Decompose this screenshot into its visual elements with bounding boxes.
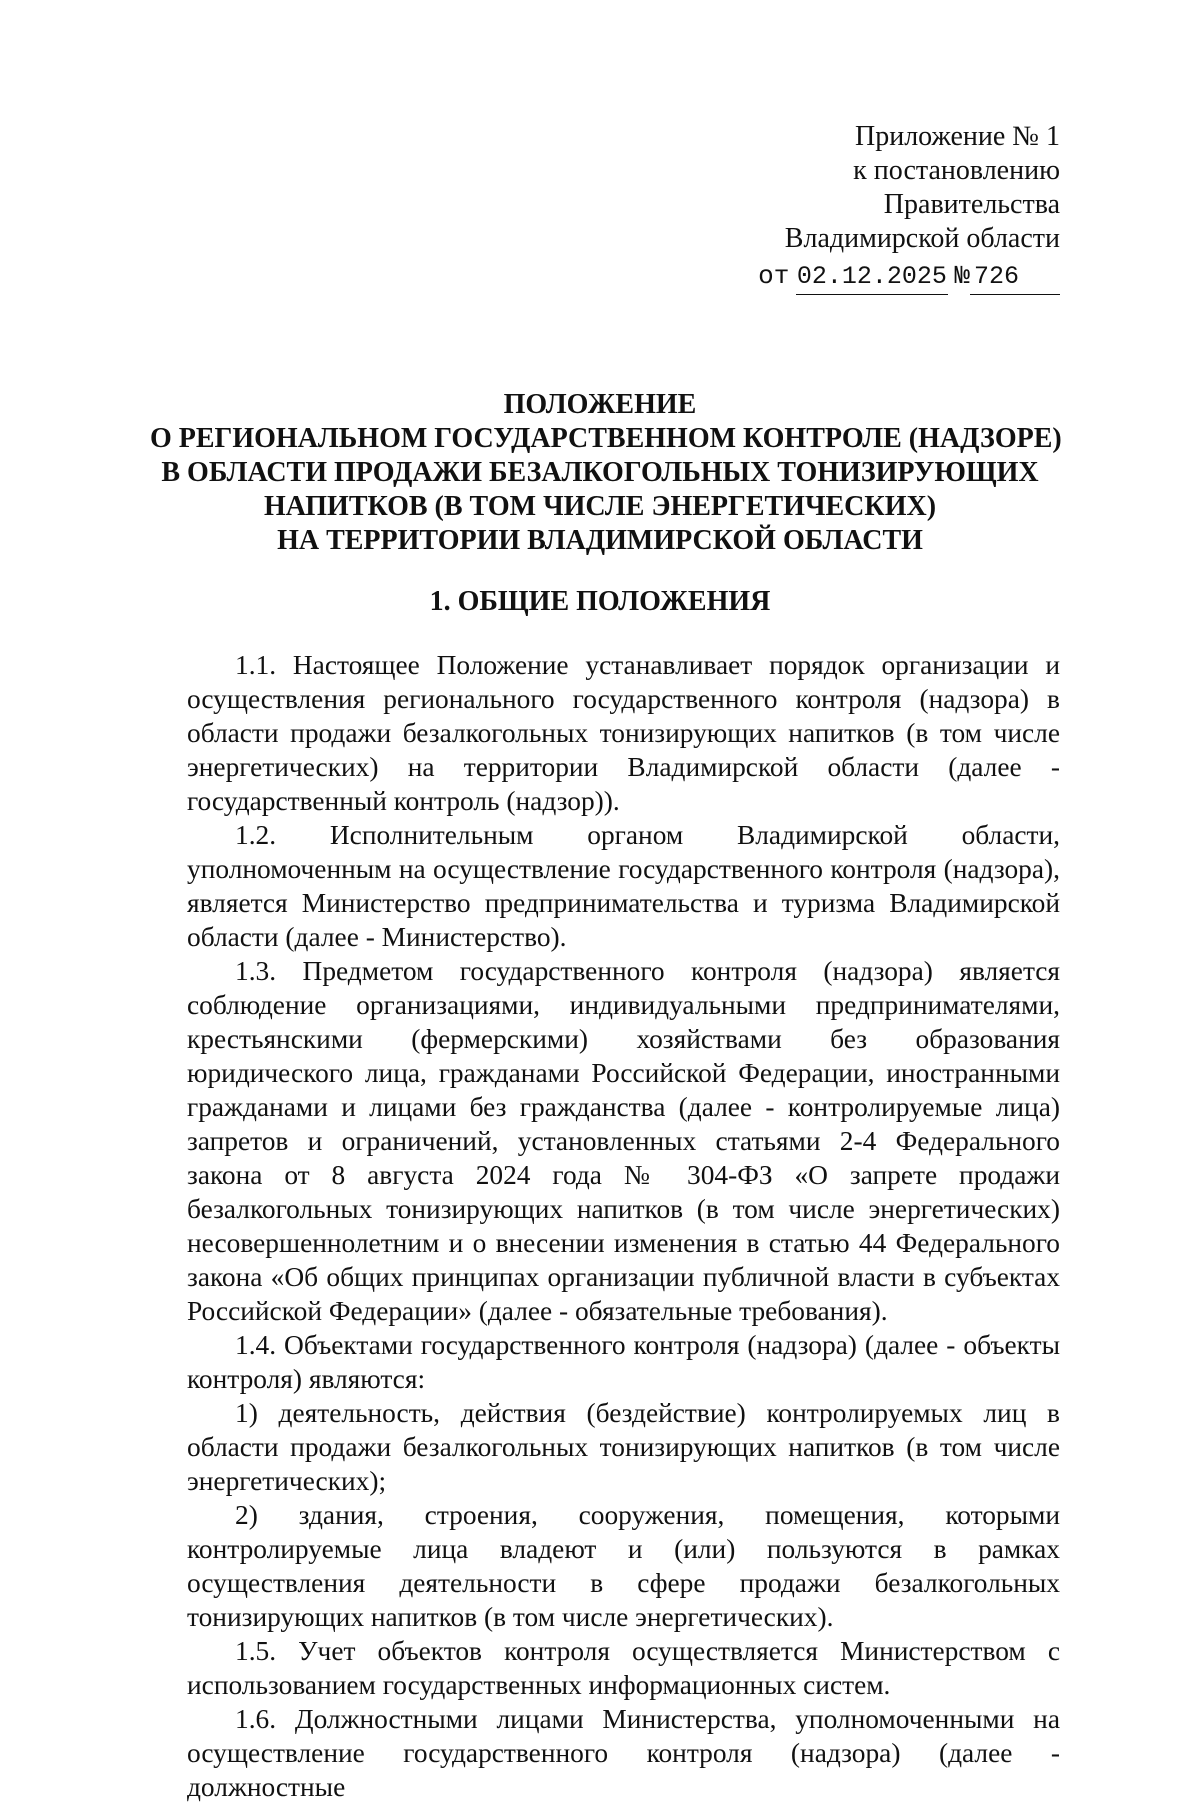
number-label: № — [954, 261, 970, 291]
paragraph-1-2: 1.2. Исполнительным органом Владимирской области, уполномоченным на осуществление государственного контроля (надзора), является Министерство предпринимательства и туризма Владимирской области (далее - Министерство). — [187, 820, 1060, 952]
paragraph-1-3: 1.3. Предметом государственного контроля (надзора) является соблюдение организациями, индивидуальными предпринимателями, крестьянскими (фермерскими) хозяйствами без образования юридического лица, гражданами Российской Федерации, иностранными гражданами и лицами без гражданства (далее - контролируемые лица) запретов и ограничений, установленных статьями 2-4 Федерального закона от 8 августа 2024 года № 304-ФЗ «О запрете продажи безалкогольных тонизирующих напитков (в том числе энергетических) несовершеннолетним и о внесении изменения в статью 44 Федерального закона «Об общих принципах организации публичной власти в субъектах Российской Федерации» (далее - обязательные требования). — [187, 956, 1060, 1326]
section-body — [187, 648, 1060, 1804]
title-line: В ОБЛАСТИ ПРОДАЖИ БЕЗАЛКОГОЛЬНЫХ ТОНИЗИРУЮЩИХ — [161, 457, 1039, 488]
appendix-line: Владимирской области — [784, 223, 1060, 254]
title-line: ПОЛОЖЕНИЕ — [503, 389, 697, 420]
paragraph-1-6: 1.6. Должностными лицами Министерства, уполномоченными на осуществление государственного контроля (надзора) (далее - должностные — [187, 1704, 1060, 1802]
from-label: от — [758, 261, 790, 291]
paragraph-1-4-item-2: 2) здания, строения, сооружения, помещения, которыми контролируемые лица владеют и (или) пользуются в рамках осуществления деятельности в сфере продажи безалкогольных тонизирующих напитков (в том числе энергетических). — [187, 1500, 1060, 1632]
paragraph-1-5: 1.5. Учет объектов контроля осуществляется Министерством с использованием государственных информационных систем. — [187, 1636, 1060, 1700]
title-line: НА ТЕРРИТОРИИ ВЛАДИМИРСКОЙ ОБЛАСТИ — [277, 525, 923, 556]
paragraph-1-4-item-1: 1) деятельность, действия (бездействие) контролируемых лиц в области продажи безалкогольных тонизирующих напитков (в том числе энергетических); — [187, 1398, 1060, 1496]
appendix-line: к постановлению — [853, 155, 1060, 186]
document-title — [150, 388, 1062, 558]
decree-date: 02.12.2025 — [796, 260, 948, 295]
appendix-line: Приложение № 1 — [855, 121, 1060, 152]
section-heading: 1. ОБЩИЕ ПОЛОЖЕНИЯ — [429, 586, 771, 617]
decree-number: 726 — [970, 260, 1060, 295]
paragraph-1-4: 1.4. Объектами государственного контроля (надзора) (далее - объекты контроля) являются: — [187, 1330, 1060, 1394]
appendix-line: Правительства — [883, 189, 1060, 220]
paragraph-1-1: 1.1. Настоящее Положение устанавливает порядок организации и осуществления регионального государственного контроля (надзора) в области продажи безалкогольных тонизирующих напитков (в том числе энергетических) на территории Владимирской области (далее - государственный контроль (надзор)). — [187, 650, 1060, 816]
appendix-block — [758, 120, 1060, 295]
title-line: О РЕГИОНАЛЬНОМ ГОСУДАРСТВЕННОМ КОНТРОЛЕ (НАДЗОРЕ) — [150, 423, 1062, 454]
title-line: НАПИТКОВ (В ТОМ ЧИСЛЕ ЭНЕРГЕТИЧЕСКИХ) — [263, 491, 937, 522]
decree-date-number — [758, 258, 1060, 295]
